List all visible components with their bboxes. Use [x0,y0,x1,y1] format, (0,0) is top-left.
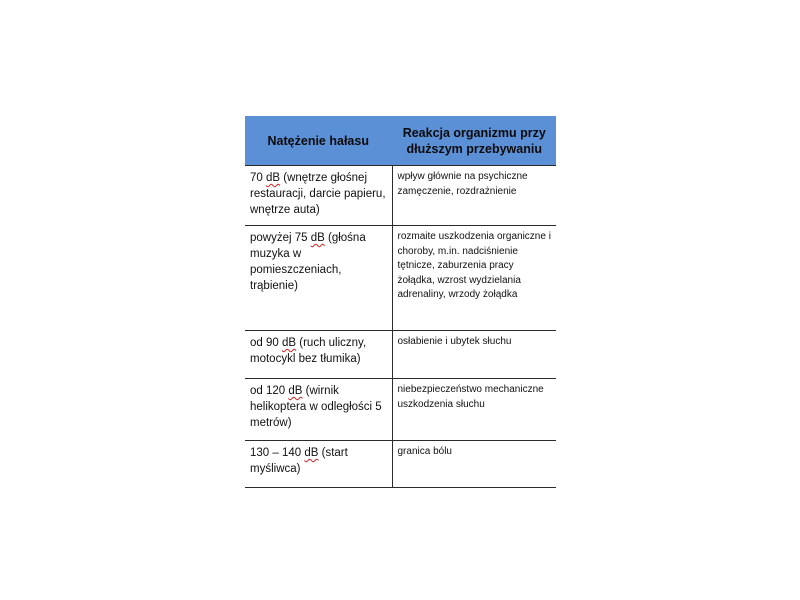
level-description: (głośna muzyka w pomieszczeniach, trąbienie) [250,232,366,292]
level-unit: dB [310,232,325,244]
header-body-reaction: Reakcja organizmu przy dłuższym przebywaniu [392,116,556,166]
noise-level-cell [245,166,392,226]
level-description: (wnętrze głośnej restauracji, darcie papieru, wnętrze auta) [250,172,386,216]
table-row [245,166,556,226]
level-unit: dB [304,447,319,459]
level-description: (wirnik helikoptera w odległości 5 metrów) [250,385,382,429]
header-noise-level: Natężenie hałasu [245,116,392,166]
table-row [245,379,556,441]
level-description: (ruch uliczny, motocykl bez tłumika) [250,337,367,365]
noise-level-cell [245,331,392,379]
reaction-cell: niebezpieczeństwo mechaniczne uszkodzenia słuchu [392,379,556,441]
level-text: powyżej 75 [250,232,311,244]
level-unit: dB [266,172,281,184]
table-row [245,226,556,331]
noise-level-cell [245,379,392,441]
reaction-cell: osłabienie i ubytek słuchu [392,331,556,379]
noise-level-cell [245,226,392,331]
reaction-cell: granica bólu [392,441,556,488]
level-text: od 90 [250,337,282,349]
level-unit: dB [281,337,297,349]
level-unit: dB [288,385,303,397]
noise-table [245,116,556,488]
reaction-cell: rozmaite uszkodzenia organiczne i choroby, m.in. nadciśnienie tętnicze, zaburzenia pracy żołądka, wzrost wydzielania adrenaliny, wrzody żołądka [392,226,556,331]
header-row [245,116,556,166]
table-row [245,441,556,488]
reaction-cell: wpływ głównie na psychiczne zamęczenie, rozdrażnienie [392,166,556,226]
level-description: (start myśliwca) [250,447,348,475]
level-text: od 120 [250,385,289,397]
level-text: 130 – 140 [250,447,305,459]
table-row [245,331,556,379]
noise-level-cell [245,441,392,488]
level-text: 70 [250,172,266,184]
